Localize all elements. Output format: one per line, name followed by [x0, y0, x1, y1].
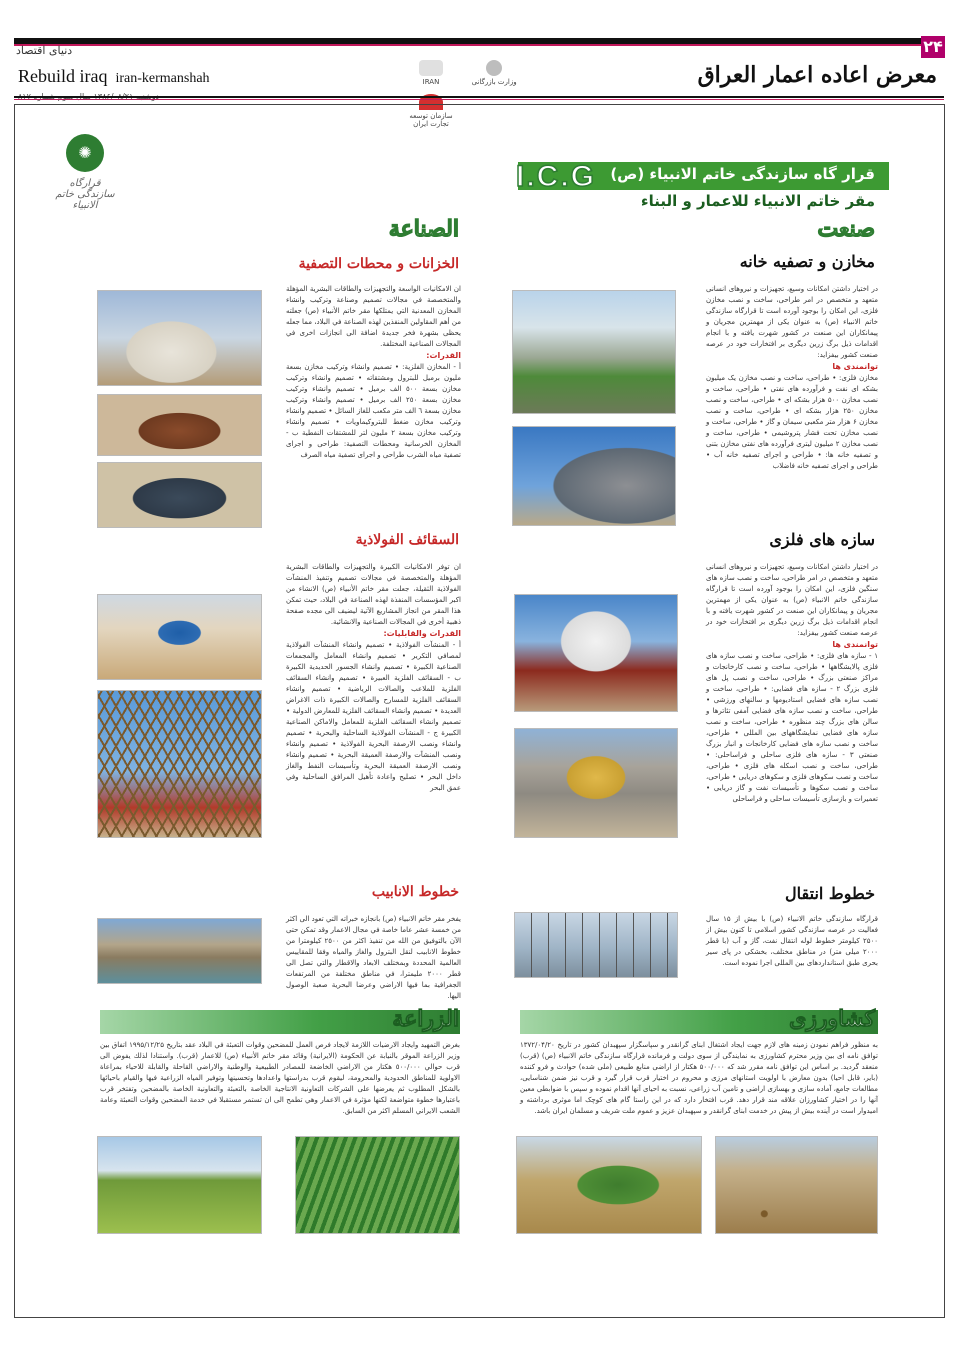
- tanks-capabilities-fa: مخازن فلزی: • طراحی، ساخت و نصب مخازن یک میلیون بشکه ای نفت و فرآورده های نفتی • طراحی، ساخت و نصب مخازن ۵۰۰ هزار بشکه ای • طراحی، ساخت و نصب مخازن ۲۵۰ هزار بشکه ای • طراحی، ساخت و نصب مخازن ۶ هزار متر مکعبی سیمان و گاز • طراحی، ساخت و نصب مخازن تحت فشار پتروشیمی • طراحی، ساخت و نصب مخازن ۲ میلیون لیتری فرآورده های نفتی مخازن بتنی و تصفیه خانه ها: • طراحی و اجرای تصفیه خانه آب • طراحی و اجرای تصفیه خانه فاضلاب: [706, 374, 878, 470]
- tank-construction-photo: [512, 426, 676, 526]
- pipelines-text-fa: [706, 914, 878, 978]
- pipelines-title-fa: خطوط انتقال: [785, 884, 875, 903]
- header-rule-accent: [14, 99, 944, 100]
- emblem-icon: [486, 60, 502, 76]
- headline-arabic: معرض اعاده اعمار العراق: [697, 62, 937, 88]
- header-rule: [14, 96, 944, 98]
- agri-title-ar: الزراعة: [392, 1006, 459, 1032]
- pipelines-title-ar: خطوط الانابيب: [371, 884, 459, 900]
- pipeline-bridge-photo: [97, 918, 262, 984]
- stadium-roof-photo: [514, 594, 678, 712]
- treatment-plant-photo: [512, 290, 676, 414]
- tanks-text-ar: [286, 284, 461, 524]
- steel-cap-heading-fa: توانمندی ها: [832, 640, 878, 649]
- space-frame-photo: [97, 690, 262, 838]
- agri-body-fa: به منظور فراهم نمودن زمینه های لازم جهت ایجاد اشتغال ابنای گرانقدر و سپاسگزار سپهبدان کشور در تاریخ ۱۳۷۲/۰۴/۲۰ توافق نامه ای بین وزیر محترم کشاورزی به نمایندگی از سوی دولت و فرمانده قرارگاه سازندگی خاتم الانبیاء (ص) (قرب) منعقد گردید. بر اساس این توافق نامه مقرر شد که ۵۰۰/۰۰۰ هکتار از اراضی منابع طبیعی (ملی شده) حوادث و فرو کننده (بایر، قابل احیا) بدون معارض با اولویت استانهای مرزی و محروم در اختیار قرب قرار گیرد و قرب نیز ضمن شناسایی، مطالعات جامع، آماده سازی و بهسازی اراضی و تامین آب زراعی، نسبت به احیای آنها اقدام نموده و سپس با ضوابطی معین آنها را در اختیار کشاورزان علاقه مند قرار دهد. قرب افتخار دارد که در این راستا گام های کوچک اما موثری برداشته و امیدوار است در آینده بیش از پیش در خدمت ابنای گرانقدر و سپهبدان عزیز و عموم ملت شریف و مسلمان ایران باشد.: [520, 1041, 878, 1115]
- port-cranes-photo: [514, 912, 678, 978]
- industry-title-ar: الصناعة: [388, 216, 459, 242]
- banner-title-fa: قرار گاه سازندگی خاتم الانبیاء (ص): [610, 165, 875, 183]
- steel-capabilities-fa: ۱ - سازه های فلزی: • طراحی، ساخت و نصب سازه های فلزی پالایشگاهها • طراحی، ساخت و نصب کارخانجات و مراکز صنعتی بزرگ • طراحی، ساخت و نصب پل های فلزی بزرگ ۲ - سازه های فضایی: • طراحی، ساخت و نصب سازه های فضایی استادیومها و سالنهای ورزشی • طراحی، ساخت و نصب سازه های فضایی آمفی تئاترها و سالن های بزرگ چند منظوره • طراحی، ساخت و نصب سازه های فضایی نمایشگاههای بین المللی • طراحی، ساخت و نصب سازه های فضایی کارخانجات و انبار بزرگ صنعتی ۳ - سازه های فلزی ساحلی و فراساحلی: • طراحی، ساخت و نصب اسکله های فلزی • طراحی، ساخت و نصب سکوهای فلزی و سکوهای دریایی • طراحی، ساخت و نصب سکوها و تأسیسات نفت و گاز دریایی • تعمیرات و بازسازی تأسیسات ساحلی و فراساحلی: [706, 652, 879, 803]
- pipelines-text-ar: [286, 914, 462, 1000]
- khatam-emblem: [50, 134, 120, 214]
- iran-expo-logo: IRAN: [405, 60, 457, 94]
- agri-text-ar: [100, 1040, 460, 1132]
- steel-text-ar: [286, 562, 461, 872]
- tanks-body-ar: ان الامكانيات الواسعة والتجهيزات والطاقات البشرية المؤهلة والمتخصصة في مجالات تصميم وصناعة وتركيب وانشاء المخازن المعدنية التي يمتلكها مقر خاتم الأنبياء (ص) جعلته من أهم المقاولين المنفذين لهذه الصناعة في البلاد، مما جعله يحظى بشهرة فخر جديدة اضافة الى انجازات اخرى في المجالات الصناعية المختلفة.: [286, 285, 461, 348]
- steel-body-ar: ان توفر الامكانيات الكبيرة والتجهيزات والطاقات البشرية المؤهلة والمتخصصة في مجالات تصميم وتنفيذ المنشآت الفولاذية الثقيلة، جعلت مقر خاتم الأنبياء (ص) الانشاء من اكبر المؤسسات المنفذة لهذه الصناعة في البلاد، حيث تمكن هذا المقر من انجاز المشاريع الآتية ليضيف الى مجده صفحة ذهبية أخرى في المجالات الصناعية والانشائية.: [286, 563, 461, 626]
- agri-title-fa: کشاورزی: [789, 1006, 875, 1032]
- tanks-cap-heading-ar: القدرات:: [426, 351, 461, 360]
- steel-body-fa: در اختیار داشتن امکانات وسیع، تجهیزات و نیروهای انسانی متعهد و متخصص در امر طراحی، ساخت و نصب سازه های سنگین فلزی، این امکان را بوجود آورده است تا قرارگاه سازندگی خاتم الانبیاء (ص) به عنوان یکی از مهمترین مجریان و پیمانکاران این صنعت در کشور شهرت یافته و با انجام اقدامات ذیل برگ زرین دیگری بر افتخارات خود در عرصه صنعت کشور بیفزاید:: [706, 563, 878, 637]
- emblem-caption: قرارگاه سازندگی خاتم الانبیاء: [55, 178, 115, 211]
- top-rule-accent: [14, 44, 944, 46]
- steel-text-fa: [706, 562, 878, 880]
- oil-tank-photo: [97, 290, 262, 386]
- steel-title-fa: سازه های فلزی: [769, 530, 875, 549]
- tanks-text-fa: [706, 284, 878, 524]
- tanks-title-fa: مخازن و تصفیه خانه: [739, 252, 875, 271]
- blue-dome-photo: [97, 594, 262, 680]
- tank-base-photo: [97, 394, 262, 456]
- agri-body-ar: بغرض التمهيد وايجاد الارضيات اللازمة لايجاد فرص العمل للمضحين وقوات التعبئة في البلاد عقد بتاريخ ۱۹۹۵/۱۲/۲۵ اتفاق بين وزير الزراعة الموقر بالنيابة عن الحكومة (الايرانية) وقائد مقر خاتم الأنبياء (ص) للاعمار (قرب). واستنادا لذلك يفوض الى قرب حوالي ٥٠٠/٠٠٠ هكتار من الاراضي الخاضعة للمصادر الطبيعية والوطنية والاراضي القاحلة والقابلة للاحياء بمراعاة الاولوية للمناطق الحدودية والمحرومة، ليقوم قرب بدراستها واعدادها وتحسينها وتوفير المياه الزراعية فيها والقيام باحيائها بالشكل المطلوب ثم يعرضها على الشركات التعاونية الانتاجية الخاصة بالتعبئة والتعاونية الخاصة بالمضحين وتفتخر قرب باعتبارها خطوة متواضعة لكنها مؤثرة في الاعمار وهي تطمح الى ان تستمر مستقبلا في خدمة المضحين وقوات التعبئة وعامة الشعب الايراني المسلم اكثر من السابق.: [100, 1041, 461, 1115]
- page-number: ۲۴: [921, 36, 945, 58]
- tanks-cap-heading-fa: توانمندی ها: [832, 362, 878, 371]
- rebuild-title: [18, 66, 210, 87]
- pipelines-body-fa: قرارگاه سازندگی خاتم الانبیاء (ص) با بیش از ۱۵ سال فعالیت در عرصه سازندگی کشور اسلامی تا کنون بیش از ۲۵۰۰ کیلومتر خطوط لوله انتقال نفت، گاز و آب (با قطر ۲۰۰۰ میلی متر) در مناطق مختلف، بخشکی در پای سیر بحری طبق استانداردهای بین المللی اجرا نموده است.: [706, 915, 878, 967]
- agri-text-fa: [520, 1040, 878, 1132]
- tanks-body-fa: در اختیار داشتن امکانات وسیع، تجهیزات و نیروهای انسانی متعهد و متخصص در امر طراحی، ساخت و نصب مخازن فلزی، این امکان را بوجود آورده است تا قرارگاه سازندگی خاتم الانبیاء (ص) به عنوان یکی از مهمترین مجریان و پیمانکاران این صنعت در کشور شهرت یافته و با انجام اقدامات ذیل برگ زرین دیگری بر افتخارات خود در عرصه صنعت کشور بیفزاید:: [706, 285, 878, 359]
- steel-title-ar: السقائف الفولاذية: [355, 532, 459, 548]
- sponsor-logos: [405, 60, 585, 128]
- icg-logotype: I.C.G: [516, 160, 597, 193]
- combine-harvester-photo: [516, 1136, 702, 1234]
- trade-promotion-logo: سازمان توسعه تجارت ایران: [405, 94, 457, 128]
- rebuild-title-sub: iran-kermanshah: [115, 71, 210, 86]
- arid-field-photo: [715, 1136, 878, 1234]
- iran-expo-mark-icon: [419, 60, 443, 76]
- pipelines-body-ar: يفخر مقر خاتم الانبياء (ص) بانجازه خبراته التي تعود الى اكثر من خمسة عشر عاما خاصة في مجال الاعمار وقد تمكن حتى الآن بالتوفيق من الله من تنفيذ اكثر من ٢٥٠٠ كيلومترا من خطوط الانابيب لنقل البترول والغاز والمياه وفقا للمقاييس العالمية المحددة وبمختلف الابعاد والاقطار والتي تصل الى قطر ٢٠٠٠ مليمترا، في مناطق مختلفة من المرتفعات الجغرافية بما فيها الاراضي وعرضا البحرية صعبة الوصول اليها.: [286, 915, 462, 1000]
- steel-cap-heading-ar: القدرات والقابليات:: [383, 629, 461, 638]
- steel-capabilities-ar: أ - المنشآت الفولاذية • تصميم وانشاء المنشآت الفولاذية لمصافي التكرير • تصميم وانشاء المعامل والمجمعات الصناعية الكبيرة • تصميم وانشاء الجسور الحديدية الكبيرة ب - السقائف الفلزية العبيرة • تصميم وانشاء السقائف الفلزية للملاعب والصالات الرياضية • تصميم وانشاء السقائف الفلزية للمسارح والصالات الكبيرة ذات الاغراض العديدة • تصميم وانشاء السقائف الفلزية للمعارض الدولية • تصميم وانشاء السقائف الفلزية للمعامل والاماكن الصناعية الكبيرة ج - المنشآت الفولاذية الساحلية والبحرية • تصميم وانشاء ونصب الارصفة البحرية الفولاذية • تصميم وانشاء ونصب المنشآت والارصفة العميقة البحرية • تصميم وانشاء ونصب الارصفة العميقة البحرية وتأسيسات النفط والغاز داخل البحر • تصليح واعادة تأهيل المرافق الساحلية وفي عمق البحر: [286, 641, 461, 792]
- green-field-photo: [97, 1136, 262, 1234]
- industry-title-fa: صنعت: [817, 216, 875, 242]
- ministry-commerce-logo: وزارت بازرگانی: [468, 60, 520, 94]
- khatam-seal-icon: ✺: [66, 134, 104, 172]
- crop-rows-photo: [295, 1136, 460, 1234]
- tank-foundation-photo: [97, 462, 262, 528]
- dome-construction-photo: [514, 728, 678, 838]
- tanks-title-ar: الخزانات و محطات التصفية: [298, 256, 459, 272]
- banner-title-ar: مقر خاتم الانبیاء للاعمار و البناء: [640, 192, 875, 210]
- masthead-logo: دنیای اقتصاد: [16, 44, 73, 57]
- tanks-capabilities-ar: أ - المخازن الفلزية: • تصميم وانشاء وتركيب مخازن بسعة مليون برميل للبترول ومشتقاته • تصميم وانشاء وتركيب مخازن بسعة ٥٠٠ الف برميل • تصميم وانشاء وتركيب مخازن بسعة ٢٥٠ الف برميل • تصميم وانشاء وتركيب مخازن بسعة ٦ الف متر مكعب للغاز السائل • تصميم وانشاء وتركيب مخازن ضغط للبتروكيماويات • تصميم وانشاء وتركيب مخازن بسعة ٢ مليون لتر للمشتقات النفطية ب - المخازن الخرسانية ومحطات التصفية: طراحى و اجراى تصفية مياه الشرب طراحى و اجراى تصفية مياه الصرف: [286, 363, 461, 459]
- rebuild-title-main: Rebuild iraq: [18, 66, 108, 86]
